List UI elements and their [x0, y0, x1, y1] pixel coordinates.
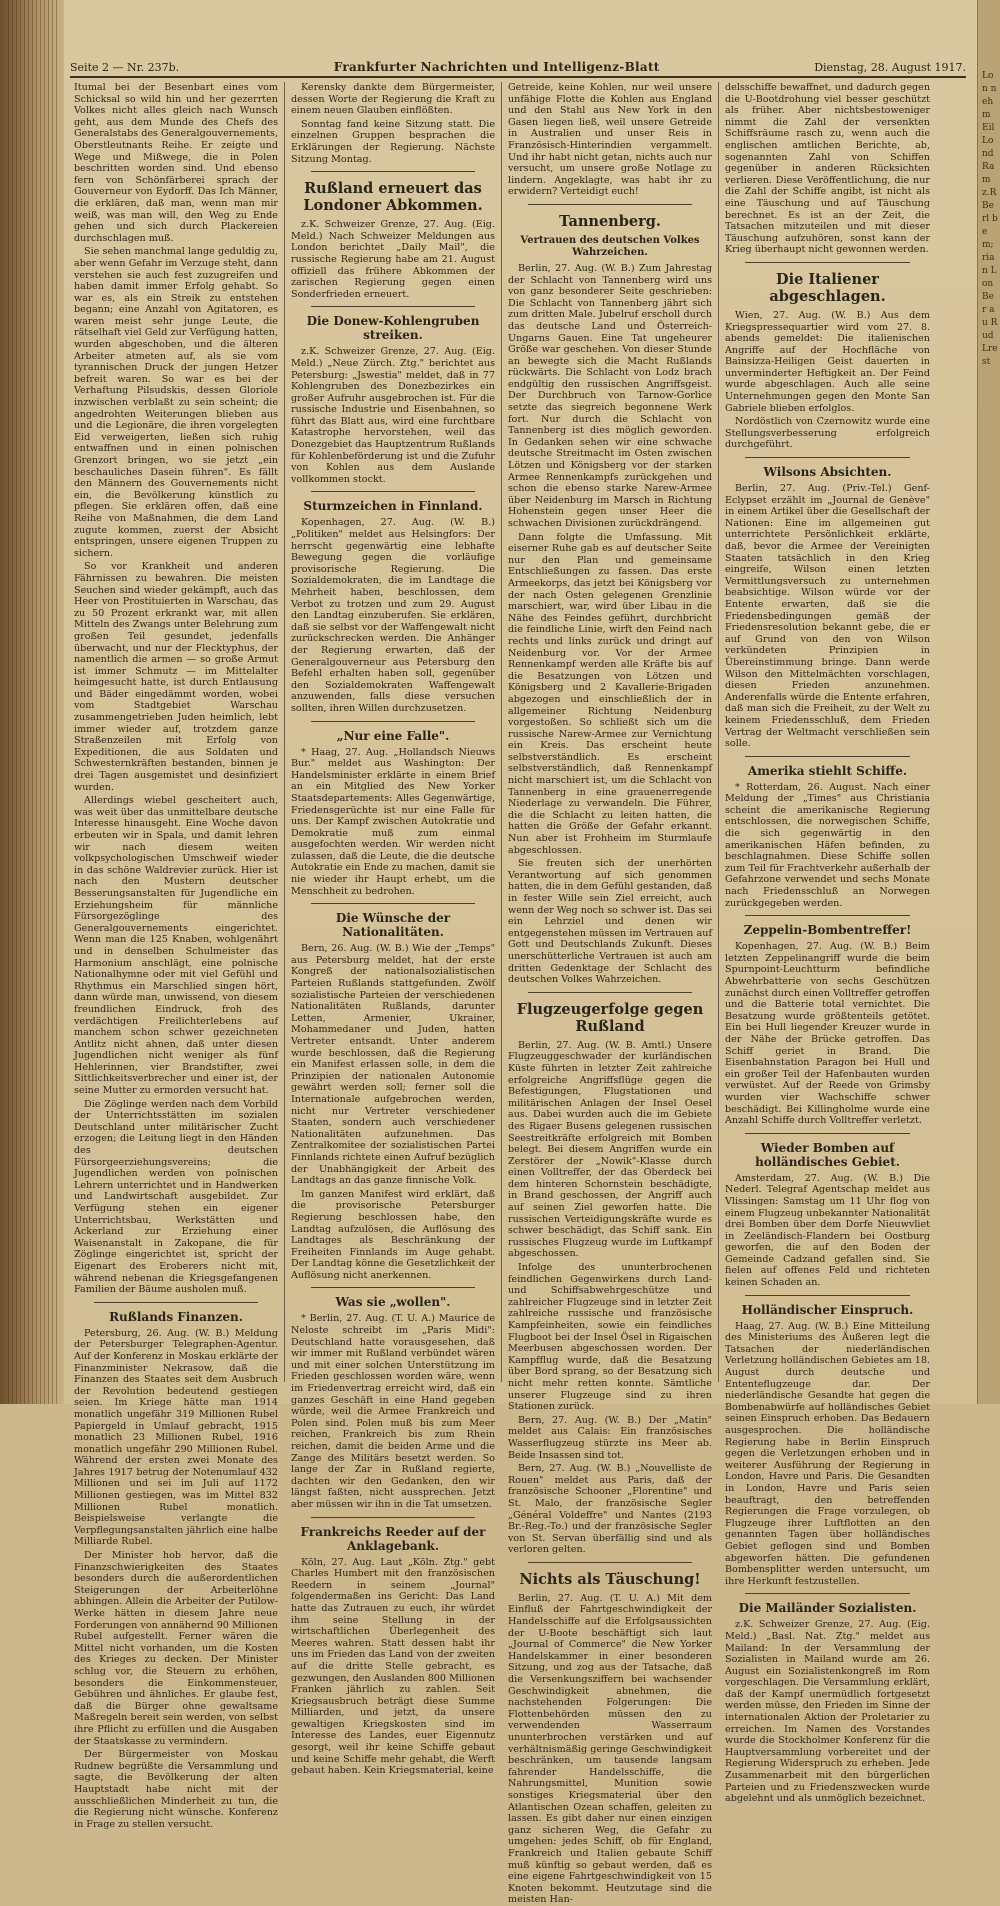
paragraph: delsschiffe bewaffnet, und dadurch gegen die U-Bootdrohung viel besser geschützt als früher. Aber nichtsbestoweniger nimmt die Zahl der versenkten Schiffsräume rasch zu, wenn auch die englischen amtlichen Berichte, ab, sogenannten Zahl von Schiffen gegenüber in anderen Rücksichten verlieren. Diese Veröffentlichung, die nur die Zahl der Schiffe angibt, ist nicht als eine Täuschung und auf Täuschung berechnet. Es ist an der Zeit, die Tatsachen mitzuteilen und mit dieser Täuschung aufzuhören, sonst kann der Krieg überhaupt nicht gewonnen werden.	[725, 82, 930, 256]
headline-bomben: Wieder Bomben auf holländisches Gebiet.	[755, 1140, 900, 1169]
divider	[528, 992, 692, 993]
binding-texture	[8, 0, 58, 1404]
divider	[745, 756, 910, 757]
headline-einspruch: Holländischer Einspruch.	[741, 1302, 914, 1317]
paragraph: Sonntag fand keine Sitzung statt. Die einzelnen Gruppen besprachen die Erklärungen der Regierung. Nächste Sitzung Montag.	[291, 118, 495, 165]
paragraph: Sie freuten sich der unerhörten Verantwortung auf sich genommen hatten, die in dem Gefühl gestanden, daß in fester Wille sein Ziel erreicht, auch wenn der Weg noch so schwer ist. Das sei ein Lehrziel und denen wir entgegenstehen müssen im Vertrauen auf Gott und Deutschlands Zukunft. Dieses unerschütterliche Vertrauen ist auch am dritten Gedenktage der Schlacht des deutschen Volkes Wahrzeichen.	[508, 858, 713, 986]
paragraph: Sie sehen manchmal lange geduldig zu, aber wenn Gefahr im Verzuge steht, dann verstehen sie auch fest zuzugreifen und haben damit immer Erfolg gehabt. So war es, als ein Streik zu entstehen begann; eine Anzahl von Agitatoren, es waren meist sehr junge Leute, die rätselhaft viel Geld zur Verfügung hatten, wurden abgeschoben, und die älteren Arbeiter atmeten auf, als sie vom tyrannischen Druck der jungen Hetzer befreit waren. So war es bei der Verhaftung Pilsudskis, dessen Gloriole inzwischen verblaßt zu sein scheint; die angedrohten Weiterungen blieben aus und die Legionäre, die ihren vorgelegten Eid verweigerten, ließen sich ruhig entwaffnen und in einen polnischen Grenzort bringen, wo sie jetzt „ein beschauliches Dasein führen". Es fällt den Männern des Gouvernements nicht ein, die Bevölkerung künstlich zu pflegen. Sie erklären offen, daß eine Reihe von Maßnahmen, die dem Land zugute kommen, zuerst der Absicht entspringen, unsere eigenen Truppen zu sichern.	[74, 246, 278, 559]
paragraph: Die Zöglinge werden nach dem Vorbild der Unterrichtsstätten im sozialen Deutschland unter militärischer Zucht erzogen; die Leitung liegt in den Händen des deutschen Fürsorgeerziehungsvereins; die Jugendlichen werden von polnischen Lehrern unterrichtet und in Handwerken und Landwirtschaft ausgebildet. Zur Verfügung stehen ein eigener Unterrichtsbau, Werkstätten und Ackerland zur Erziehung einer Waisenanstalt in Zakopane, die für Zöglinge eingerichtet ist, spricht der Eigenart des Eroberers nicht mit, während nebenan die Kriegsgefangenen Familien der Bäume ausholen muß.	[74, 1098, 278, 1296]
column-4	[719, 82, 936, 1805]
divider	[311, 721, 475, 722]
paragraph: * Haag, 27. Aug. „Hollandsch Nieuws Bur." meldet aus Washington: Der Handelsminister erklärte in einem Brief an ein Mitglied des New Yorker Staatsdepartements: Alles Gegenwärtige, Friedensgerüchte ist nur eine Falle für uns. Der Kampf zwischen Autokratie und Demokratie muß zum einmal ausgefochten werden. Wir werden nicht zulassen, daß die Leute, die die deutsche Autokratie ein Ende zu machen, damit sie nie wieder ihr Haupt erhebt, um die Menschheit zu bedrohen.	[291, 746, 495, 897]
headline-finance: Rußlands Finanzen.	[109, 1309, 243, 1324]
divider	[745, 262, 910, 263]
paragraph: Kopenhagen, 27. Aug. (W. B.) „Politiken" meldet aus Helsingfors: Der herrscht gegenwärtig eine lebhafte Bewegung gegen die vorläufige provisorische Regierung. Die Sozialdemokraten, die im Landtage die Mehrheit haben, beschlossen, dem Verbot zu trotzen und zum 29. August den Landtag einzuberufen. Sie erklären, daß sie selbst vor der Waffengewalt nicht zurückschrecken werden. Die Anhänger der Regierung erwarten, daß der Generalgouverneur aus Petersburg den Befehl erhalten haben soll, gegenüber den Sozialdemokraten Waffengewalt anzuwenden, falls diese versuchen sollten, ihren Willen durchzusetzen.	[291, 517, 495, 714]
headline-tannenberg: Tannenberg.	[559, 212, 661, 230]
paragraph: So vor Krankheit und anderen Fährnissen zu bewahren. Die meisten Seuchen sind wieder gekämpft, auch das Heer von Prostituierten in Warschau, das zu 50 Prozent erkrankt war, mit allen Mitteln des Zwangs unter Belehrung zum großen Teil gesundet, jedenfalls überwacht, und nur der Flecktyphus, der namentlich die armen — so große Armut ist immer Schmutz — im Mittelalter heimgesucht hatte, ist durch Entlausung und Bäder eingedämmt worden, wobei vom Stadtgebiet Warschau zusammengetrieben Juden heimlich, lebt immer wieder auf, trotzdem ganze Straßenzeilen mit Erfolg von Expeditionen, die aus Soldaten und Schwesternkräften bestanden, binnen je drei Tagen ausgemistet und desinfiziert wurden.	[74, 561, 278, 793]
paragraph: Berlin, 27. Aug. (W. B.) Zum Jahrestag der Schlacht von Tannenberg wird uns von ganz besonderer Seite geschrieben: Die Schlacht von Tannenberg jährt sich zum dritten Male. Jubelruf erscholl durch das deutsche Land und Österreich-Ungarns Gauen. Eine Tat ungeheurer Größe war geschehen. Von dieser Stunde an bewegte sich die Macht Rußlands rückwärts. Die Schlacht von Lodz brach endgültig den russischen Angriffsgeist. Der Durchbruch von Tarnow-Gorlice setzte das siegreich begonnene Werk fort. Nur durch die Schlacht von Tannenberg ist dies möglich geworden. In Gedanken sehen wir eine schwache deutsche Streitmacht im Osten zwischen Lötzen und Königsberg vor der starken Armee Rennenkampfs zurückgehen und schon die ebenso starke Narew-Armee über Neidenburg im Marsch in Richtung Hohenstein gegen unser Heer die schwachen Divisionen zurückdrängend.	[508, 262, 712, 529]
paragraph: Dann folgte die Umfassung. Mit eiserner Ruhe gab es auf deutscher Seite nur den Plan und gemeinsame Entschließungen zu fassen. Das erste Armeekorps, das jetzt bei Königsberg vor der nach Osten gelegenen Grenzlinie marschiert, war, wird über Libau in die Nähe des Feindes geführt, durchbricht die feindliche Linie, wirft den Feind nach rechts und links zurück und dringt auf Neidenburg vor. Vor der Armee Rennenkampf werden alle Kräfte bis auf die Besatzungen von Lötzen und Königsberg und 2 Kavallerie-Brigaden abgezogen und einschließlich der in allgemeiner Richtung Neidenburg vorgestoßen. So schließt sich um die russische Narew-Armee zur Vernichtung ein Kreis. Das erscheint heute selbstverständlich. Es erscheint selbstverständlich, daß Rennenkampf nicht marschiert ist, um die Schlacht von Tannenberg in eine grauenerregende Niederlage zu verwandeln. Die Führer, die die Schlacht zu leiten hatten, die hatten die Größe der Gefahr erkannt. Nun aber ist Frohheim im Sturmlaufe abgeschlossen.	[508, 531, 712, 856]
adjacent-page-edge	[977, 0, 1000, 1404]
paragraph: Berlin, 27. Aug. (W. B. Amtl.) Unsere Flugzeuggeschwader der kurländischen Küste führten in letzter Zeit zahlreiche erfolgreiche Angriffsflüge gegen die Befestigungen, Flugstationen und militärischen Anlagen der Insel Oesel aus. Dabei wurden auch die im Gebiete des Rigaer Busens gelegenen russischen Seestreitkräfte erfolgreich mit Bomben belegt. Bei diesem Angriffen wurde ein Zerstörer der „Nowik"-Klasse durch einen Volltreffer, der das Oberdeck bei dem hinteren Schornstein beschädigte, in Brand geschossen, der Angriff auch auf seinen Ziel geworfen hatte. Die russischen Verteidigungskräfte wurde es schwer beschädigt, das Schiff sank. Ein russisches Flugzeug wurde im Luftkampf abgeschossen.	[508, 1039, 712, 1260]
paragraph: Amsterdam, 27. Aug. (W. B.) Die Nederl. Telegraf Agentschap meldet aus Vlissingen: Samstag um 11 Uhr flog von einem Flugzeug unbekannter Nationalität drei Bomben über dem Dorfe Nieuwvliet in Zeeländisch-Flandern bei Oostburg geworfen, die auf den Boden der Gemeinde Cadzand gefallen sind. Sie fielen auf offenes Feld und richteten keinen Schaden an.	[725, 1172, 930, 1289]
headline-wilson: Wilsons Absichten.	[763, 465, 892, 480]
paragraph: Kopenhagen, 27. Aug. (W. B.) Beim letzten Zeppelinangriff wurde die beim Spurnpoint-Leuchtturm befindliche Abwehrbatterie von sechs Geschützen zunächst durch einen Volltreffer getroffen und die Batterie total vernichtet. Die Besatzung wurde größtenteils getötet. Ein bei Hull liegender Kreuzer wurde in der Nähe der Brücke getroffen. Das Schiff geriet in Brand. Die Eisenbahnstation Paragon bei Hull und ein großer Teil der Hafenbauten wurden verwüstet. Auf der Reede von Grimsby wurden vier Wachschiffe schwer beschädigt. Bei Killingholme wurde eine Anzahl Schiffe durch Volltreffer verletzt.	[725, 941, 930, 1127]
column-2	[285, 82, 502, 1777]
paragraph: Kerensky dankte dem Bürgermeister, dessen Worte der Regierung die Kraft zu einem neuen Glauben einflößten.	[291, 82, 495, 117]
divider	[745, 1295, 910, 1296]
divider	[528, 204, 692, 205]
headline-taeuschung: Nichts als Täuschung!	[519, 1570, 701, 1588]
paragraph: z.K. Schweizer Grenze, 27. Aug. (Eig. Meld.) „Basl. Nat. Ztg." meldet aus Mailand: In der Versammlung der Sozialisten in Mailand wurde am 26. August ein Sozialistenkongreß im Rom vorgeschlagen. Die Versammlung erklärt, daß der Kampf unermüdlich fortgesetzt werden müsse, den Frieden im Sinne der internationalen Aktion der Proletarier zu erreichen. Im Namen des Vorstandes wurde die Stockholmer Konferenz für die Hauptversammlung vorbereitet und der Regierung Widerspruch zu erheben. Jede Zusammenarbeit mit den bürgerlichen Parteien und zu Friedenszwecken wurde abgelehnt und als unmöglich bezeichnet.	[725, 1619, 930, 1805]
divider	[745, 915, 910, 916]
paragraph: Der Minister hob hervor, daß die Finanzschwierigkeiten des Staates besonders durch die außerordentlichen Steigerungen der Arbeiterlöhne abhingen. Allein die Arbeiter der Putilow-Werke hätten in diesem Jahre neue Forderungen von annähernd 90 Millionen Rubel aufgestellt. Ferner wären die Mittel nicht vorhanden, um die Kosten des Krieges zu decken. Der Minister schlug vor, die Steuern zu erhöhen, besonders die Einkommensteuer, Gebühren und ähnliches. Er glaube fest, daß die Bürger ohne gewaltsame Maßregeln bereit sein werden, von selbst ihre Pflicht zu erfüllen und die Ausgaben der Staatskasse zu vermindern.	[74, 1550, 278, 1747]
headline-flugzeuge: Flugzeugerfolge gegen Rußland	[516, 1000, 704, 1035]
paragraph: Getreide, keine Kohlen, nur weil unsere unfähige Flotte die Kohlen aus England und den Stahl aus New York in den Gasen liegen ließ, weil unsere Getreide in Australien und unser Reis in Französisch-Hinterindien vergammelt. Und ihr habt nicht getan, nichts auch nur versucht, um unsere große Notlage zu lindern. Angeklagte, was habt ihr zu erwidern? Verteidigt euch!	[508, 82, 712, 198]
divider	[311, 171, 475, 172]
text-columns	[68, 82, 968, 1906]
paragraph: Berlin, 27. Aug. (Priv.-Tel.) Genf-Eclypset erzählt im „Journal de Genève" in einem Artikel über die Gesellschaft der Nationen: Eine im allgemeinen gut unterrichtete Persönlichkeit erklärte, daß, bevor die Armee der Vereinigten Staaten tatsächlich in den Krieg eingreife, Wilson einen letzten Vermittlungsversuch zu unternehmen beabsichtige. Wilson würde vor der Entente erwarten, daß sie die Friedensbedingungen gemäß der Friedensresolution bekannt gebe, die er auf Grund von den von Wilson verkündeten Prinzipien in Übereinstimmung bringe. Dann werde Wilson den Mittelmächten vorschlagen, diesen Frieden anzunehmen. Anderenfalls würde die Entente erfahren, daß man sich die Freiheit, zu der Welt zu keinem Friedensschluß, dem Frieden Vertrag der Weltmacht verschließen sein solle.	[725, 483, 930, 750]
paragraph: Infolge des ununterbrochenen feindlichen Gegenwirkens durch Land- und Schiffsabwehrgeschütze und zahlreicher Flugzeuge sind in letzter Zeit zahlreiche russische und französische Kampfeinheiten, sowie ein feindliches Flugboot bei der Insel Ösel in Rigaischen Meerbusen abgeschossen worden. Der Kampfflug wurde, daß die Besatzung über Bord sprang, so der Besatzung sich nicht mehr retten konnte. Sämtliche unserer Flugzeuge sind zu ihren Stationen zurück.	[508, 1262, 712, 1413]
divider	[94, 1302, 258, 1303]
paragraph: Petersburg, 26. Aug. (W. B.) Meldung der Petersburger Telegraphen-Agentur. Auf der Konferenz in Moskau erklärte der Finanzminister Nekrasow, daß die Finanzen des Staates seit dem Ausbruch der Revolution bedeutend gestiegen seien. Im Kriege hätte man 1914 monatlich ungefähr 319 Millionen Rubel Papiergeld in Umlauf gebracht, 1915 monatlich 23 Millionen Rubel, 1916 monatlich ungefähr 290 Millionen Rubel. Während der ersten zwei Monate des Jahres 1917 betrug der Notenumlauf 432 Millionen und sei im Juli auf 1172 Millionen gestiegen, was im Mittel 832 Millionen Rubel monatlich. Beispielsweise verlangte die Verpflegungsanstalten jährlich eine halbe Milliarde Rubel.	[74, 1327, 278, 1548]
paragraph: Im ganzen Manifest wird erklärt, daß die provisorische Petersburger Regierung beschlossen habe, den Landtag aufzulösen, die Auflösung des Landtages als Beschränkung der Freiheiten Finnlands im Auge gehabt. Der Landtag könne die Gesetzlichkeit der Auflösung nicht anerkennen.	[291, 1188, 495, 1281]
column-3	[502, 82, 719, 1906]
divider	[311, 1517, 475, 1518]
book-binding	[0, 0, 64, 1404]
newspaper-page	[64, 0, 978, 1906]
headline-finland: Sturmzeichen in Finnland.	[303, 499, 483, 514]
paragraph: Bern, 27. Aug. (W. B.) „Nouvelliste de Rouen" meldet aus Paris, daß der französische Schooner „Florentine" und St. Malo, der französische Segler „Général Voldeffre" und Nantes (2193 Br.-Reg.-To.) und der französische Segler von St. Servan überfällig sind und als verloren gelten.	[508, 1463, 712, 1556]
paragraph: z.K. Schweizer Grenze, 27. Aug. (Eig. Meld.) „Neue Zürch. Ztg." berichtet aus Petersburg: „Jswestia" meldet, daß in 77 Kohlengruben des Donezbezirkes ein großer Aufruhr ausgebrochen ist. Für die russische Industrie und Eisenbahnen, so führt das Blatt aus, wird eine furchtbare Katastrophe hervorstehen, weil das Donezgebiet das Hauptzentrum Rußlands für Kohlenbeförderung ist und die Zufuhr von Kohlen aus dem Auslande vollkommen stockt.	[291, 346, 495, 485]
headline-reeder: Frankreichs Reeder auf der Anklagebank.	[300, 1524, 486, 1553]
paragraph: * Rotterdam, 26. August. Nach einer Meldung der „Times" aus Christiania scheint die amerikanische Regierung entschlossen, die norwegischen Schiffe, die sich gegenwärtig in den amerikanischen Häfen befinden, zu beschlagnahmen. Diese Schiffe sollen zum Teil für Frachtverkehr außerhalb der Gefahrzone verwendet und sechs Monate nach Friedensschluß an Norwegen zurückgegeben werden.	[725, 781, 930, 909]
divider	[311, 306, 475, 307]
divider	[311, 491, 475, 492]
paragraph: Bern, 26. Aug. (W. B.) Wie der „Temps" aus Petersburg meldet, hat der erste Kongreß der nationalsozialistischen Parteien Rußlands stattgefunden. Zwölf sozialistische Parteien der verschiedenen Nationalitäten Rußlands, darunter Letten, Armenier, Ukrainer, Mohammedaner und Juden, hatten Vertreter entsandt. Unter anderem wurde beschlossen, daß die Regierung ein Manifest erlassen solle, in dem die Prinzipien der nationalen Autonomie gewährt werden soll; ferner soll die Internationale aufgebrochen werden, nicht nur Vertreter verschiedener Staaten, sondern auch verschiedener Nationalitäten aufzunehmen. Das Zentralkomitee der sozialistischen Partei Finnlands richtete einen Aufruf bezüglich der Unabhängigkeit der Arbeit des Landtags an das ganze finnische Volk.	[291, 943, 495, 1187]
headline-nationalities: Die Wünsche der Nationalitäten.	[335, 911, 451, 940]
paragraph: Nordöstlich von Czernowitz wurde eine Stellungsverbesserung erfolgreich durchgeführt.	[725, 416, 930, 451]
issue-date: Dienstag, 28. August 1917.	[814, 61, 966, 74]
divider	[745, 457, 910, 458]
headline-zeppelin: Zeppelin-Bombentreffer!	[743, 923, 912, 938]
divider	[528, 1562, 692, 1563]
headline-donez: Die Donew-Kohlengruben streiken.	[306, 314, 480, 343]
paragraph: * Berlin, 27. Aug. (T. U. A.) Maurice de Neloste schreibt im „Paris Midi": Deutschland hatte vorausgesehen, daß wir immer mit Rußland verbündet wären und mit einer solchen Unterstützung im Frieden geschlossen worden wäre, wenn im Friedenvertrag erreicht wird, daß ein ganzes Geschäft in eine Hand gegeben würde, weil die Armee Frankreich und Polen sind. Polen muß bis zum Meer reichen, Frankreich bis zum Rhein reichen, damit die beiden Arme und die Zange des Militärs besetzt werden. So lange der Zar in Rußland regierte, dachten wir den Gedanken, den wir längst faßten, nicht aussprechen. Jetzt aber müssen wir ihn in die Tat umsetzen.	[291, 1313, 495, 1510]
paragraph: Wien, 27. Aug. (W. B.) Aus dem Kriegspressequartier wird vom 27. 8. abends gemeldet: Die italienischen Angriffe auf der Hochfläche von Bainsizza-Heiligen Geist dauerten in unverminderter Heftigkeit an. Der Feind wurde abgeschlagen. Auch alle seine Unternehmungen gegen den Monte San Gabriele blieben erfolglos.	[725, 309, 930, 414]
page-header	[70, 56, 966, 78]
headline-wollen: Was sie „wollen".	[335, 1295, 451, 1310]
page-number: Seite 2 — Nr. 237b.	[70, 61, 180, 74]
headline-italiener: Die Italiener abgeschlagen.	[769, 270, 886, 305]
headline-amerika: Amerika stiehlt Schiffe.	[747, 763, 908, 778]
divider	[745, 1133, 910, 1134]
column-1	[68, 82, 285, 1830]
paragraph: Berlin, 27. Aug. (T. U. A.) Mit dem Einfluß der Fahrtgeschwindigkeit der Handelsschiffe auf die Erfolgsaussichten der U-Boote beschäftigt sich laut „Journal of Commerce" die New Yorker Handelskammer in einer besonderen Sitzung, und zog aus der Tatsache, daß die Versenkungsziffern bei wachsender Geschwindigkeit abnehmen, die nachstehenden Folgerungen: Die Flottenbehörden müssen den zu verwendenden Wasserraum ununterbrochen verstärken und auf verhältnismäßig geringe Geschwindigkeit beschränken, um tausende langsam fahrender Handelsschiffe, die Nahrungsmittel, Munition sowie sonstiges Kriegsmaterial über den Atlantischen Ozean schaffen, geleiten zu lassen. Es gibt daher nur einen einzigen ganz sicheren Weg, die Gefahr zu umgehen: jedes Schiff, ob für England, Frankreich und Italien gebaute Schiff muß künftig so gebaut werden, daß es eine eigene Fahrtgeschwindigkeit von 15 Knoten bekommt. Heutzutage sind die meisten Han-	[508, 1592, 712, 1906]
headline-mailand: Die Mailänder Sozialisten.	[738, 1601, 917, 1616]
divider	[311, 1287, 475, 1288]
paragraph: Der Bürgermeister von Moskau Rudnew begrüßte die Versammlung und sagte, die Bevölkerung der alten Hauptstadt habe nicht mit der ausschließlichen Minderheit zu tun, die die Regierung nicht wünsche. Konferenz in Frage zu stellen versucht.	[74, 1749, 278, 1830]
divider	[745, 1593, 910, 1594]
masthead: Frankfurter Nachrichten und Intelligenz-Blatt	[333, 60, 660, 74]
paragraph: Köln, 27. Aug. Laut „Köln. Ztg." gebt Charles Humbert mit den französischen Reedern in seinem „Journal" folgendermaßen ins Gericht: Das Land hatte das Zutrauen zu euch, ihr würdet ihm seine Stellung in der wirtschaftlichen Überlegenheit des Meeres wahren. Statt dessen habt ihr uns im Frieden das Land von der zweiten auf die dritte Stelle gebracht, es gezwungen, den Auslanden 800 Millionen Franken jährlich zu zahlen. Seit Kriegsausbruch beträgt diese Summe Milliarden, und jetzt, da unsere gewaltigen Kriegskosten sind im Interesse des Landes, euer Eigennutz gesorgt, weil ihr keine Schiffe gebaut und keine Schiffe mehr gehabt, die Werft gebaut haben. Kein Kriegsmaterial, keine	[291, 1556, 495, 1777]
subheadline-tannenberg: Vertrauen des deutschen Volkes Wahrzeichen.	[520, 234, 700, 258]
paragraph: Itumal bei der Besenbart eines vom Schicksal so wild hin und her gezerrten Volkes nicht alles gleich nach Wunsch geht, aus dem Munde des Chefs des Generalstabs des Generalgouvernements, Oberstleutnants Reihe. Er zeigte und Wege und Mißwege, die in Polen beschritten worden sind. Und ebenso fern von Schönfärberei sprach der Gouverneur von Eydorff. Das Ich Männer, die erklären, daß man, wenn man mir weiß, was man will, den Weg zu Ende gehen und sich durch Plackereien durchschlagen muß.	[74, 82, 278, 244]
adjacent-page-text: Lon nehm Eil Lond Ram z.R Berl bem; rian Lon Ber au Rud Lrest	[982, 71, 998, 367]
paragraph: Allerdings wiebel gescheitert auch, was weit über das unmittelbare deutsche Interesse hinausgeht. Eine Woche davon erbeuten wir in Spala, und damit lehren wir nach diesem weiten volkpsychologischen Umschweif wieder in das schöne Waldrevier zurück. Hier ist nach den Mustern deutscher Besserungsanstalten für Jugendliche ein Erziehungsheim für männliche Fürsorgezöglinge des Generalgouvernements eingerichtet. Wenn man die 125 Knaben, wohlgenährt und in denselben Schulmeister das Harmonium anschlägt, eine polnische Nationalhymne oder mit viel Gefühl und Rhythmus ein Marschlied singen hört, dann würde man, unwissend, von diesem freundlichen Eindruck, froh des verdächtigen Freilichterlebens auf manchem schon schwer gezeichneten Antlitz nicht ahnen, daß unter diesen Jugendlichen nicht weniger als fünf Hehlerinnen, vier Brandstifter, zwei Sittlichkeitsverbrecher und einer ist, der seine Mutter zu ermorden versucht hat.	[74, 795, 278, 1097]
paragraph: Bern, 27. Aug. (W. B.) Der „Matin" meldet aus Calais: Ein französisches Wasserflugzeug stürzte ins Meer ab. Beide Insassen sind tot.	[508, 1414, 712, 1461]
headline-london: Rußland erneuert das Londoner Abkommen.	[303, 180, 483, 215]
paragraph: Haag, 27. Aug. (W. B.) Eine Mitteilung des Ministeriums des Äußeren legt die Tatsachen der niederländischen Verletzung holländischen Gebietes am 18. August durch deutsche und Ententeflugzeuge dar. Der niederländische Gesandte hat gegen die Bombenabwürfe auf holländisches Gebiet seinen Einspruch erhoben. Das Bedauern ausgesprochen. Die holländische Regierung habe in Berlin Einspruch gegen die Verletzungen erhoben und in weiterer Ausführung der Regierung in London, Havre und Paris. Die Gesandten in London, Havre und Paris seien beauftragt, den betreffenden Regierungen die Frage vorzulegen, ob Flugzeuge ihrer Luftflotten an den genannten Tagen über holländisches Gebiet geflogen sind und Bomben abgeworfen hätten. Die gefundenen Bombensplitter werden untersucht, um ihre Herkunft festzustellen.	[725, 1320, 930, 1587]
paragraph: z.K. Schweizer Grenze, 27. Aug. (Eig. Meld.) Nach Schweizer Meldungen aus London berichtet „Daily Mail", die russische Regierung habe am 21. August offiziell das frühere Abkommen der zarischen Regierung gegen einen Sonderfrieden erneuert.	[291, 219, 495, 300]
divider	[311, 903, 475, 904]
headline-falle: „Nur eine Falle".	[336, 728, 450, 743]
